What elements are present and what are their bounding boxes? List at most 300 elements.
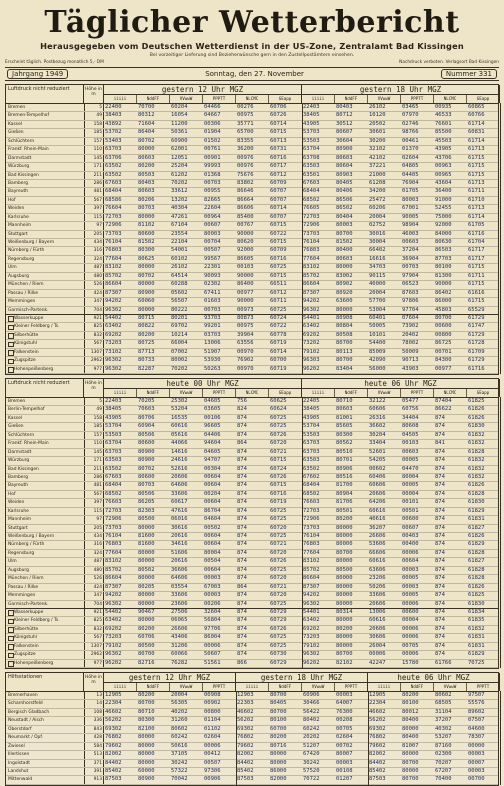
code-cell: 80000 xyxy=(138,759,155,766)
station-height: 336 xyxy=(84,717,104,724)
code-column-header: PPPTT xyxy=(203,389,236,397)
code-cell: 874 xyxy=(237,634,247,641)
code-cell: 874 xyxy=(435,524,445,531)
code-cell: 64007 xyxy=(336,700,353,707)
code-cell: 63706 xyxy=(105,154,122,161)
station-height: 347 xyxy=(84,592,104,599)
code-cell: 76603 xyxy=(105,499,122,506)
code-cell: 60725 xyxy=(270,264,287,271)
code-cell: 61828 xyxy=(468,566,485,573)
code-cell: 00700 xyxy=(468,776,485,783)
code-cell: 90000 xyxy=(237,272,254,279)
code-cell: 77604 xyxy=(105,549,122,556)
code-cell: 61715 xyxy=(468,154,485,161)
code-cell: 80904 xyxy=(336,490,353,497)
code-cell: 64606 xyxy=(171,482,188,489)
station-name: Königstuhl xyxy=(14,635,37,641)
code-cell: 80903 xyxy=(336,171,353,178)
code-cell: 61829 xyxy=(468,651,485,658)
station-name: Bremerhaven xyxy=(8,693,38,698)
code-cell: 63606 xyxy=(369,566,386,573)
station-name: Neumarkt / Opf. xyxy=(8,735,43,741)
code-cell: 76104 xyxy=(303,239,320,245)
code-cell: 80500 xyxy=(138,516,155,523)
code-cell: 00507 xyxy=(204,247,221,254)
code-cell: 83102 xyxy=(105,264,122,271)
code-cell: 80000 xyxy=(336,600,353,607)
code-cell: 86606 xyxy=(237,205,254,212)
station-name: Schlüchtern xyxy=(8,432,35,438)
code-cell: 874 xyxy=(237,566,247,573)
code-cell: 22104 xyxy=(171,239,188,245)
station-name: Passau / Rilke xyxy=(8,290,39,296)
code-cell: 83102 xyxy=(105,558,122,565)
code-cell: 80700 xyxy=(336,357,353,364)
station-height: 397 xyxy=(84,205,104,212)
code-cell: 60721 xyxy=(270,541,287,548)
code-cell: 02604 xyxy=(402,154,419,161)
station-row xyxy=(6,273,498,281)
code-cell: 874 xyxy=(237,457,247,464)
code-cell: 61715 xyxy=(468,171,485,178)
code-cell: 11200 xyxy=(171,120,188,127)
code-cell: 60715 xyxy=(270,272,287,279)
code-cell: 80004 xyxy=(402,473,419,480)
code-cell: 61729 xyxy=(468,331,485,338)
station-row xyxy=(6,138,498,146)
time-group-header xyxy=(104,673,236,691)
code-cell: 12051 xyxy=(171,154,188,161)
code-cell: 80506 xyxy=(138,431,155,438)
code-cell: 06523 xyxy=(402,281,419,288)
time-group-header xyxy=(302,85,500,103)
station-name: Karlsruhe xyxy=(8,508,29,514)
code-cell: 99567 xyxy=(204,255,221,262)
code-cell: 76104 xyxy=(105,533,122,539)
code-cell: 86404 xyxy=(138,129,155,136)
code-cell: 87404 xyxy=(435,398,452,404)
code-cell: 96302 xyxy=(105,365,122,372)
code-cell: 43706 xyxy=(435,154,452,161)
checkbox-icon xyxy=(8,610,14,616)
code-cell: 86622 xyxy=(435,406,452,413)
code-cell: 00006 xyxy=(204,642,221,649)
station-height: 185 xyxy=(84,423,104,430)
code-cell: 96302 xyxy=(105,357,122,364)
code-cell: 80000 xyxy=(138,734,155,741)
station-row xyxy=(6,643,498,651)
code-cell: 04605 xyxy=(204,398,221,404)
code-cell: 56202 xyxy=(237,717,254,724)
code-cell: 97306 xyxy=(204,767,221,774)
code-cell: 60060 xyxy=(138,298,155,305)
code-cell: 874 xyxy=(435,617,445,624)
station-row xyxy=(6,307,498,315)
code-cell: 12903 xyxy=(237,692,254,698)
checkbox-icon xyxy=(8,619,14,625)
code-cell: 00702 xyxy=(336,742,353,749)
station-height: 977 xyxy=(84,660,104,667)
station-name: Passau / Rilke xyxy=(8,584,39,590)
station-row xyxy=(6,609,498,617)
code-cell: 80300 xyxy=(138,717,155,724)
station-row xyxy=(6,751,498,759)
code-cell: 80603 xyxy=(138,188,155,195)
code-cell: 73902 xyxy=(402,323,419,330)
code-cell: 52616 xyxy=(171,465,188,472)
code-cell: 00007 xyxy=(468,759,485,766)
station-name: Königstuhl xyxy=(14,341,37,347)
code-cell: 20606 xyxy=(369,600,386,607)
code-cell: 80702 xyxy=(138,137,155,144)
code-cell: 02752 xyxy=(369,222,386,229)
station-name: Regensburg xyxy=(8,256,35,262)
code-cell: 60726 xyxy=(270,473,287,480)
code-cell: 45503 xyxy=(435,137,452,144)
station-height: 567 xyxy=(84,634,104,641)
code-cell: 80403 xyxy=(138,179,155,186)
station-name: Falkenstein xyxy=(14,643,39,649)
code-cell: 56422 xyxy=(303,708,320,715)
code-cell: 57322 xyxy=(171,767,188,774)
code-cell: 80900 xyxy=(138,289,155,296)
code-cell: 72906 xyxy=(303,222,320,229)
code-cell: 46602 xyxy=(237,708,254,715)
code-cell: 874 xyxy=(237,592,247,599)
code-cell: 00412 xyxy=(204,751,221,758)
code-cell: 94707 xyxy=(204,457,221,464)
code-cell: 85009 xyxy=(369,348,386,355)
station-name: Darmstadt xyxy=(8,449,32,455)
station-name: Bamberg xyxy=(8,474,28,480)
code-cell: 80508 xyxy=(336,331,353,338)
code-cell: 37207 xyxy=(435,717,452,724)
code-cell: 63503 xyxy=(105,457,122,464)
station-height: 825 xyxy=(84,617,104,624)
code-cell: 00703 xyxy=(204,179,221,186)
code-cell: 67207 xyxy=(435,767,452,774)
code-cell: 76802 xyxy=(369,734,386,741)
code-cell: 75000 xyxy=(435,213,452,220)
auxiliary-stations-table xyxy=(5,672,499,786)
code-cell: 60712 xyxy=(270,289,287,296)
code-cell: 60706 xyxy=(138,634,155,641)
station-name: Weißenburg / Bayern xyxy=(8,240,55,245)
station-name: Mannheim xyxy=(8,517,32,523)
station-height: 5 xyxy=(84,104,104,111)
code-cell: 53703 xyxy=(303,129,320,136)
code-cell: 81600 xyxy=(138,533,155,539)
code-cell: 80516 xyxy=(336,473,353,480)
code-cell: 73703 xyxy=(105,524,122,531)
code-cell: 63402 xyxy=(303,323,320,330)
station-height: 347 xyxy=(84,298,104,305)
station-row xyxy=(6,104,498,112)
station-name: Illertissen xyxy=(8,752,30,758)
code-cell: 61832 xyxy=(468,440,485,447)
code-cell: 60000 xyxy=(138,767,155,774)
station-name: Regensburg xyxy=(8,550,35,556)
code-column-headers xyxy=(302,95,499,103)
code-cell: 00204 xyxy=(204,490,221,497)
station-row xyxy=(6,457,498,465)
code-cell: 25472 xyxy=(369,196,386,203)
code-cell: 86664 xyxy=(237,196,254,203)
station-row xyxy=(6,129,498,137)
code-cell: 60729 xyxy=(270,617,287,624)
code-cell: 86400 xyxy=(237,281,254,288)
code-cell: 61832 xyxy=(468,457,485,464)
code-cell: 92000 xyxy=(237,247,254,254)
station-row xyxy=(6,660,498,668)
code-cell: 96302 xyxy=(303,651,320,658)
code-cell: 80510 xyxy=(336,448,353,455)
station-name: Würzburg xyxy=(8,458,30,464)
code-cell: 61832 xyxy=(468,465,485,472)
code-cell: 00006 xyxy=(402,625,419,632)
code-cell: 00607 xyxy=(402,524,419,531)
code-cell: 874 xyxy=(237,482,247,489)
code-cell: 77604 xyxy=(105,255,122,262)
station-row xyxy=(6,743,498,751)
code-column-headers xyxy=(104,95,301,103)
code-cell: 81007 xyxy=(402,742,419,749)
station-row xyxy=(6,734,498,742)
code-cell: 00003 xyxy=(336,759,353,766)
code-cell: 60714 xyxy=(270,348,287,355)
code-cell: 36602 xyxy=(369,423,386,430)
code-cell: 76803 xyxy=(303,247,320,254)
code-cell: 05477 xyxy=(402,398,419,404)
code-cell: 60715 xyxy=(270,482,287,489)
code-column-header: VVwwW xyxy=(170,95,203,103)
code-cell: 79102 xyxy=(303,348,320,355)
code-column-header: iiiii xyxy=(104,389,137,397)
station-row xyxy=(6,516,498,524)
code-cell: 00003 xyxy=(336,692,353,698)
code-cell: 36904 xyxy=(402,255,419,262)
code-cell: 80700 xyxy=(336,549,353,556)
code-cell: 79102 xyxy=(303,642,320,649)
code-cell: 93703 xyxy=(204,314,221,321)
code-cell: 00276 xyxy=(237,104,254,110)
station-height: 567 xyxy=(84,197,104,204)
code-cell: 10214 xyxy=(171,331,188,338)
code-cell: 90000 xyxy=(237,298,254,305)
height-column-header: Höhe in m xyxy=(84,85,104,103)
station-name: Stuttgart xyxy=(8,525,28,531)
code-cell: 53503 xyxy=(105,431,122,438)
group-divider xyxy=(500,103,501,374)
station-height: 526 xyxy=(84,575,104,582)
code-cell: 60624 xyxy=(270,406,287,413)
code-cell: 80002 xyxy=(171,357,188,364)
code-cell: 61832 xyxy=(468,473,485,480)
code-cell: 00304 xyxy=(204,465,221,472)
code-cell: 00600 xyxy=(402,516,419,523)
code-cell: 84402 xyxy=(237,759,254,766)
station-height: 324 xyxy=(84,256,104,263)
code-cell: 00965 xyxy=(435,171,452,178)
code-cell: 46003 xyxy=(402,230,419,237)
code-cell: 874 xyxy=(237,465,247,472)
code-cell: 70725 xyxy=(468,659,485,666)
code-cell: 60725 xyxy=(270,414,287,421)
code-cell: 04505 xyxy=(402,431,419,438)
code-cell: 80000 xyxy=(336,583,353,590)
code-cell: 60724 xyxy=(270,465,287,472)
code-cell: 46533 xyxy=(435,112,452,119)
code-cell: 60831 xyxy=(468,129,485,136)
code-cell: 60288 xyxy=(171,281,188,288)
code-cell: 61830 xyxy=(468,423,485,430)
station-row xyxy=(6,214,498,222)
station-row xyxy=(6,205,498,213)
station-row xyxy=(6,247,498,255)
code-cell: 67603 xyxy=(105,473,122,480)
code-cell: 60406 xyxy=(369,473,386,480)
code-cell: 00005 xyxy=(402,457,419,464)
code-cell: 60904 xyxy=(138,423,155,430)
station-row xyxy=(6,366,498,374)
code-cell: 874 xyxy=(435,448,445,455)
code-column-headers xyxy=(302,389,499,397)
code-column-header: PPPTT xyxy=(212,684,226,689)
station-height: 110 xyxy=(84,440,104,447)
code-cell: 874 xyxy=(435,608,445,615)
code-cell: 03605 xyxy=(204,406,221,413)
code-cell: 64514 xyxy=(171,272,188,279)
code-cell: 77604 xyxy=(303,255,320,262)
code-cell: 61747 xyxy=(468,323,485,330)
code-cell: 874 xyxy=(435,634,445,641)
code-cell: 20606 xyxy=(171,473,188,480)
station-row xyxy=(6,558,498,566)
code-cell: 43604 xyxy=(435,179,452,186)
code-cell: 00003 xyxy=(468,767,485,774)
station-height: 567 xyxy=(84,491,104,498)
code-cell: 61715 xyxy=(468,281,485,288)
code-cell: 63502 xyxy=(105,171,122,178)
code-cell: 60865 xyxy=(468,104,485,110)
code-cell: 60720 xyxy=(270,592,287,599)
code-cell: 81502 xyxy=(138,239,155,245)
code-cell: 874 xyxy=(435,642,445,649)
station-name: Landshut xyxy=(8,768,29,774)
code-cell: 43905 xyxy=(435,146,452,153)
code-cell: 80000 xyxy=(138,524,155,531)
station-row xyxy=(6,651,498,659)
code-cell: 60725 xyxy=(270,306,287,313)
code-cell: 61715 xyxy=(468,298,485,305)
code-cell: 35771 xyxy=(237,120,254,127)
code-cell: 874 xyxy=(435,414,445,421)
code-cell: 76104 xyxy=(303,533,320,539)
station-row xyxy=(6,592,498,600)
code-cell: 80300 xyxy=(138,247,155,254)
code-cell: 874 xyxy=(237,431,247,438)
code-cell: 54401 xyxy=(303,314,320,321)
code-cell: 00901 xyxy=(204,154,221,161)
code-cell: 34200 xyxy=(369,188,386,195)
code-cell: 60720 xyxy=(270,575,287,582)
code-cell: 04405 xyxy=(402,171,419,178)
code-cell: 69202 xyxy=(105,625,122,632)
code-cell: 61830 xyxy=(468,600,485,607)
code-cell: 80000 xyxy=(402,751,419,758)
code-cell: 80733 xyxy=(138,357,155,364)
code-cell: 80404 xyxy=(336,213,353,220)
station-name: Memmingen xyxy=(8,593,36,599)
code-cell: 53704 xyxy=(303,423,320,430)
code-cell: 60709 xyxy=(270,247,287,254)
code-cell: 00935 xyxy=(435,104,452,110)
code-cell: 00761 xyxy=(204,146,221,153)
code-cell: 00005 xyxy=(402,575,419,582)
group-divider xyxy=(500,397,501,668)
station-height: 97 xyxy=(84,222,104,229)
code-cell: 80603 xyxy=(336,406,353,413)
code-cell: 80000 xyxy=(138,213,155,220)
code-cell: 82002 xyxy=(105,751,122,758)
code-cell: 874 xyxy=(435,651,445,658)
code-cell: 60204 xyxy=(171,104,188,110)
code-column-header: PPPTT xyxy=(344,684,358,689)
code-cell: 40000 xyxy=(369,281,386,288)
station-row xyxy=(6,188,498,196)
station-height: 108 xyxy=(84,709,104,716)
code-cell: 60725 xyxy=(270,423,287,430)
station-row xyxy=(6,172,498,180)
code-cell: 00103 xyxy=(402,440,419,447)
code-cell: 61831 xyxy=(468,634,485,641)
code-cell: 80000 xyxy=(138,549,155,556)
station-name: Weißenburg / Bayern xyxy=(8,534,55,539)
code-cell: 87603 xyxy=(402,289,419,296)
code-cell: 99993 xyxy=(204,163,221,170)
station-height: 584 xyxy=(84,743,104,750)
code-cell: 33606 xyxy=(171,490,188,497)
station-name: Bad Kissingen xyxy=(8,172,39,178)
code-cell: 61826 xyxy=(468,482,485,489)
code-cell: 61714 xyxy=(468,213,485,220)
code-cell: 80900 xyxy=(138,448,155,455)
code-cell: 80312 xyxy=(138,112,155,119)
code-cell: 90005 xyxy=(402,213,419,220)
code-column-header: VVwwW xyxy=(434,683,467,691)
code-column-header: VVwwW xyxy=(302,683,335,691)
height-column-header: Höhe in m xyxy=(84,379,104,397)
code-cell: 80620 xyxy=(237,239,254,245)
code-cell: 80300 xyxy=(336,431,353,438)
code-cell: 83102 xyxy=(303,558,320,565)
code-cell: 87307 xyxy=(303,289,320,296)
code-cell: 87160 xyxy=(435,742,452,749)
code-cell: 86725 xyxy=(435,340,452,347)
station-name: Ingolstadt xyxy=(8,760,30,766)
code-cell: 57520 xyxy=(303,767,320,774)
code-cell: 03465 xyxy=(402,104,419,110)
code-cell: 80200 xyxy=(336,516,353,523)
code-cell: 16616 xyxy=(369,255,386,262)
code-cell: 36400 xyxy=(435,188,452,195)
code-cell: 80000 xyxy=(138,617,155,624)
code-cell: 00006 xyxy=(402,549,419,556)
time-group-title: heute 06 Uhr MGZ xyxy=(302,379,499,389)
station-row xyxy=(6,155,498,163)
station-row xyxy=(6,432,498,440)
time-group-header xyxy=(104,379,302,397)
